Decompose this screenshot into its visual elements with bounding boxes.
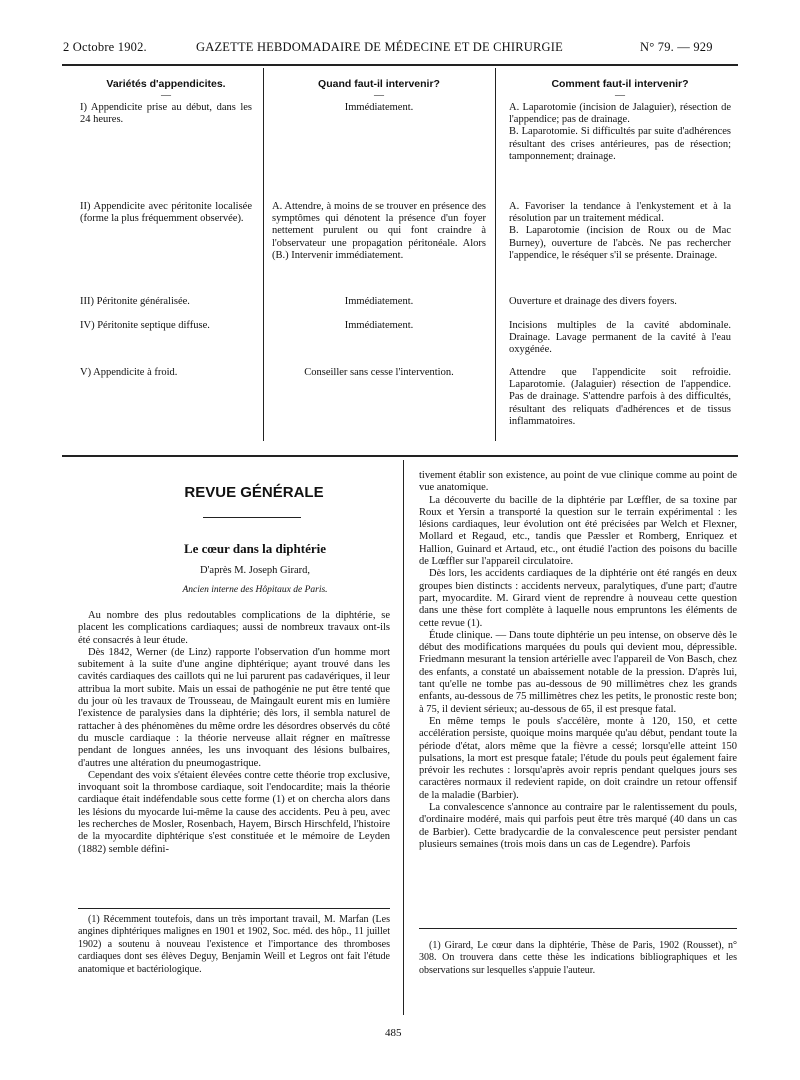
page-number: 485 <box>385 1027 402 1039</box>
paragraph: Étude clinique. — Dans toute diphtérie un peu intense, on observe dès le début des modifications marquées du pouls qui devient mou, dépressible. Friedmann mesurant la tension artérielle avec l'appareil de Von Basch, chez des enfants, a constaté un abaissement notable de la pression. D'après lui, tant qu'elle ne tombe pas au-dessous de 90 millimètres chez les grands enfants, au-dessous de 75 millimètres chez les petits, le pronostic reste bon; à 75, il devient sérieux; au-dessous de 65, il est presque fatal. <box>419 629 737 715</box>
paragraph: tivement établir son existence, au point de vue clinique comme au point de vue anatomique. <box>419 470 737 494</box>
journal-title: GAZETTE HEBDOMADAIRE DE MÉDECINE ET DE CHIRURGIE <box>196 40 563 54</box>
table-cell-when: A. Attendre, à moins de se trouver en présence des symptômes qui dénotent la présence d'un foyer nettement purulent ou qui font craindre à l'observateur une propagation péritonéale. Alors (B.) Intervenir immédiatement. <box>272 201 486 261</box>
table-cell-when: Conseiller sans cesse l'intervention. <box>304 367 454 378</box>
how-option: B. Laparotomie (incision de Roux ou de Mac Burney), ouverture de l'abcès. Ne pas rechercher l'appendice, le réséquer s'il se présente. Drainage. <box>509 225 731 261</box>
table-cell-variety: IV) Péritonite septique diffuse. <box>80 320 210 331</box>
column-divider <box>403 460 404 1015</box>
header-date: 2 Octobre 1902. <box>63 40 147 54</box>
footnote-rule <box>419 928 737 929</box>
table-cell-when: Immédiatement. <box>344 102 414 113</box>
table-cell-variety: II) Appendicite avec péritonite localisée (forme la plus fréquemment observée). <box>80 201 252 225</box>
table-cell-when: Immédiatement. <box>344 296 414 307</box>
paragraph: Dès lors, les accidents cardiaques de la diphtérie ont été rangés en deux groupes bien distincts : accidents nerveux, paralytiques, d'une part; d'autre part, myocardite. M. Girard vient de reprendre à nouveau cette question dans une thèse fort complète à laquelle nous empruntons les éléments de cette revue (1). <box>419 568 737 629</box>
section-rule <box>62 455 738 457</box>
table-cell-variety: I) Appendicite prise au début, dans les 24 heures. <box>80 102 252 126</box>
header-dash: — <box>161 90 171 101</box>
header-dash: — <box>374 90 384 101</box>
paragraph: Au nombre des plus redoutables complications de la diphtérie, se placent les complications cardiaques; aussi de nombreux travaux ont-ils été consacrés à leur étude. <box>78 610 390 646</box>
paragraph: La découverte du bacille de la diphtérie par Lœffler, de sa toxine par Roux et Yersin a transporté la question sur le terrain expérimental : les lésions cardiaques, leur évolution ont été précisées par Welch et Flexner, Mollard et Regaud, etc., tandis que Pæssler et Romberg, Enriquez et Hallion, Guinard et Artaud, etc., ont étudié l'action des poisons du bacille de Lœffler sur l'appareil circulatoire. <box>419 494 737 568</box>
table-cell-how: Incisions multiples de la cavité abdominale. Drainage. Lavage permanent de la cavité à l'eau oxygénée. <box>509 320 731 356</box>
footnote-left <box>78 914 390 976</box>
table-cell-how <box>509 201 731 262</box>
section-title: REVUE GÉNÉRALE <box>184 484 324 501</box>
paragraph: En même temps le pouls s'accélère, monte à 120, 150, et cette accélération persiste, quoique moins marquée qu'au début, pendant toute la période d'état, alors même que la fièvre a cessé; lorsqu'elle atteint 150 pulsations, la mort est presque fatale; l'étude du pouls peut également faire prévoir les rechutes : lorsqu'après avoir repris pendant quelques jours ses caractères normaux il redevient rapide, on doit craindre un retour offensif de la maladie (Barbier). <box>419 715 737 801</box>
column-header: Quand faut-il intervenir? <box>318 78 440 90</box>
paragraph: Cependant des voix s'étaient élevées contre cette théorie trop exclusive, invoquant soit la thrombose cardiaque, soit l'endocardite; mais la théorie cardiaque était indéfendable sous cette forme (1) et on chercha alors dans les lésions du myocarde lui-même la cause des accidents. Peu à peu, avec les recherches de Mosler, Rosenbach, Hayem, Birsch Hirschfeld, l'histoire de la myocardite diphtérique s'est constituée et le mémoire de Leyden (1882) semble défini- <box>78 769 390 855</box>
paragraph: La convalescence s'annonce au contraire par le ralentissement du pouls, d'ordinaire modéré, mais qui parfois peut être très marqué (40 dans un cas de Barbier). Cette bradycardie de la convalescence peut persister pendant plusieurs semaines (trois mois dans un cas de Legendre). Parfois <box>419 802 737 850</box>
how-option: A. Favoriser la tendance à l'enkystement et à la résolution par un traitement médical. <box>509 201 731 225</box>
article-left-column <box>78 610 390 856</box>
column-header: Comment faut-il intervenir? <box>551 78 689 90</box>
paragraph: Dès 1842, Werner (de Linz) rapporte l'observation d'un homme mort subitement à la suite d'une angine diphtérique; ayant trouvé dans les cavités cardiaques des caillots qui ne lui parurent pas cadavériques, il leur attribua la mort subite. Mais un essai de pathogénie ne put être tenté que du jour où les travaux de Trousseau, de Maingault eurent mis en lumière l'existence de paralysies dans la diphtérie; dès lors, il sembla naturel de rattacher à des phénomènes du même ordre les désordres observés du côté du muscle cardiaque : la théorie nerveuse allait régner en maîtresse pendant de longues années, les uns invoquant des lésions bulbaires, d'autres une altération du pneumogastrique. <box>78 646 390 769</box>
article-byline: D'après M. Joseph Girard, <box>199 565 311 576</box>
table-cell-variety: III) Péritonite généralisée. <box>80 296 190 307</box>
how-option: B. Laparotomie. Si difficultés par suite d'adhérences résultant des crises antérieures, pas de résection; tamponnement; drainage. <box>509 126 731 162</box>
footnote-text: (1) Récemment toutefois, dans un très important travail, M. Marfan (Les angines diphtériques malignes en 1901 et 1902, Soc. méd. des hôp., 11 juillet 1902) a soutenu à nouveau l'existence et l'importance des thromboses cardiaques dont ses élèves Deguy, Benjamin Weill et Legros ont fait l'étude anatomique et bactériologique. <box>78 914 390 975</box>
table-divider <box>495 68 496 441</box>
article-title: Le cœur dans la diphtérie <box>183 541 327 556</box>
table-cell-how <box>509 102 731 163</box>
issue-page: N° 79. — 929 <box>640 40 713 54</box>
table-divider <box>263 68 264 441</box>
footnote-text: (1) Girard, Le cœur dans la diphtérie, Thèse de Paris, 1902 (Rousset), n° 308. On trouvera dans cette thèse les indications bibliographiques et les observations sur lesquelles s'appuie l'auteur. <box>419 940 737 976</box>
article-right-column <box>419 470 737 851</box>
column-header: Variétés d'appendicites. <box>106 78 226 90</box>
table-cell-how: Attendre que l'appendicite soit refroidie. Laparotomie. (Jalaguier) résection de l'appendice. Pas de drainage. S'attendre parfois à des difficultés, résultant des reliquats d'adhérences et de tissus inflammatoires. <box>509 367 731 427</box>
author-affiliation: Ancien interne des Hôpitaux de Paris. <box>182 585 328 595</box>
footnote-right <box>419 940 737 977</box>
how-option: A. Laparotomie (incision de Jalaguier), résection de l'appendice; pas de drainage. <box>509 102 731 126</box>
header-dash: — <box>615 90 625 101</box>
table-cell-how: Ouverture et drainage des divers foyers. <box>509 296 677 307</box>
footnote-rule <box>78 908 390 909</box>
header-rule <box>62 64 738 66</box>
title-rule <box>203 517 301 518</box>
table-cell-variety: V) Appendicite à froid. <box>80 367 178 378</box>
table-cell-when: Immédiatement. <box>344 320 414 331</box>
